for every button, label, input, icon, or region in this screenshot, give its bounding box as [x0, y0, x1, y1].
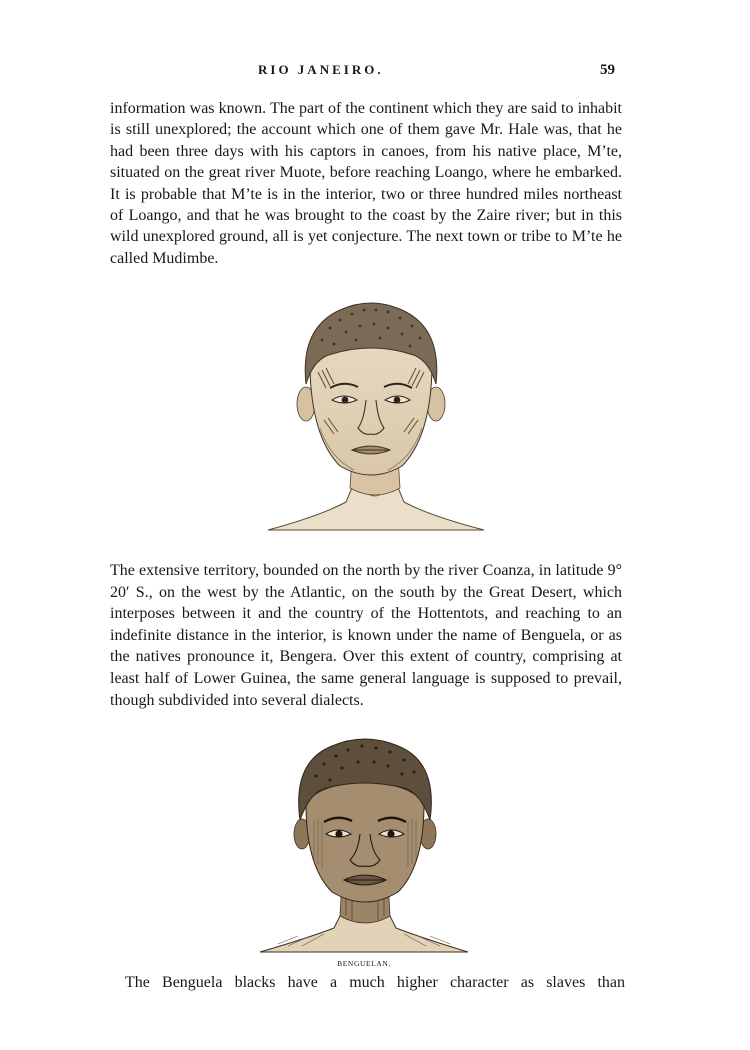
running-title: RIO JANEIRO. — [258, 62, 384, 77]
figure-caption: BENGUELAN. — [337, 959, 391, 968]
page-number: 59 — [600, 62, 615, 78]
body-paragraph-3: The Benguela blacks have a much higher character as slaves than — [125, 974, 625, 991]
portrait-1-illustration — [260, 288, 490, 536]
portrait-engraving-1 — [260, 288, 490, 536]
running-head — [0, 62, 750, 86]
body-paragraph-1: information was known. The part of the continent which they are said to inhabit is still unexplored; the account which one of them gave Mr. Hale was, that he had been three days with his captors in canoes, from his native place, M’te, situated on the great river Muote, before reaching Loango, where he embarked. It is probable that M’te is in the interior, two or three hundred miles northeast of Loango, and that he was brought to the coast by the Zaire river; but in this wild unexplored ground, all is yet conjecture. The next town or tribe to M’te he called Mudimbe. — [110, 100, 622, 267]
portrait-2-illustration — [258, 730, 470, 956]
portrait-engraving-benguelan — [258, 730, 470, 970]
body-paragraph-2: The extensive territory, bounded on the north by the river Coanza, in latitude 9° 20′ S., on the west by the Atlantic, on the south by the Great Desert, which interposes between it and the country of the Hottentots, and reaching to an indefinite distance in the interior, is known under the name of Benguela, or as the natives pronounce it, Bengera. Over this extent of country, comprising at least half of Lower Guinea, the same general language is supposed to prevail, though subdivided into several dialects. — [110, 562, 622, 709]
